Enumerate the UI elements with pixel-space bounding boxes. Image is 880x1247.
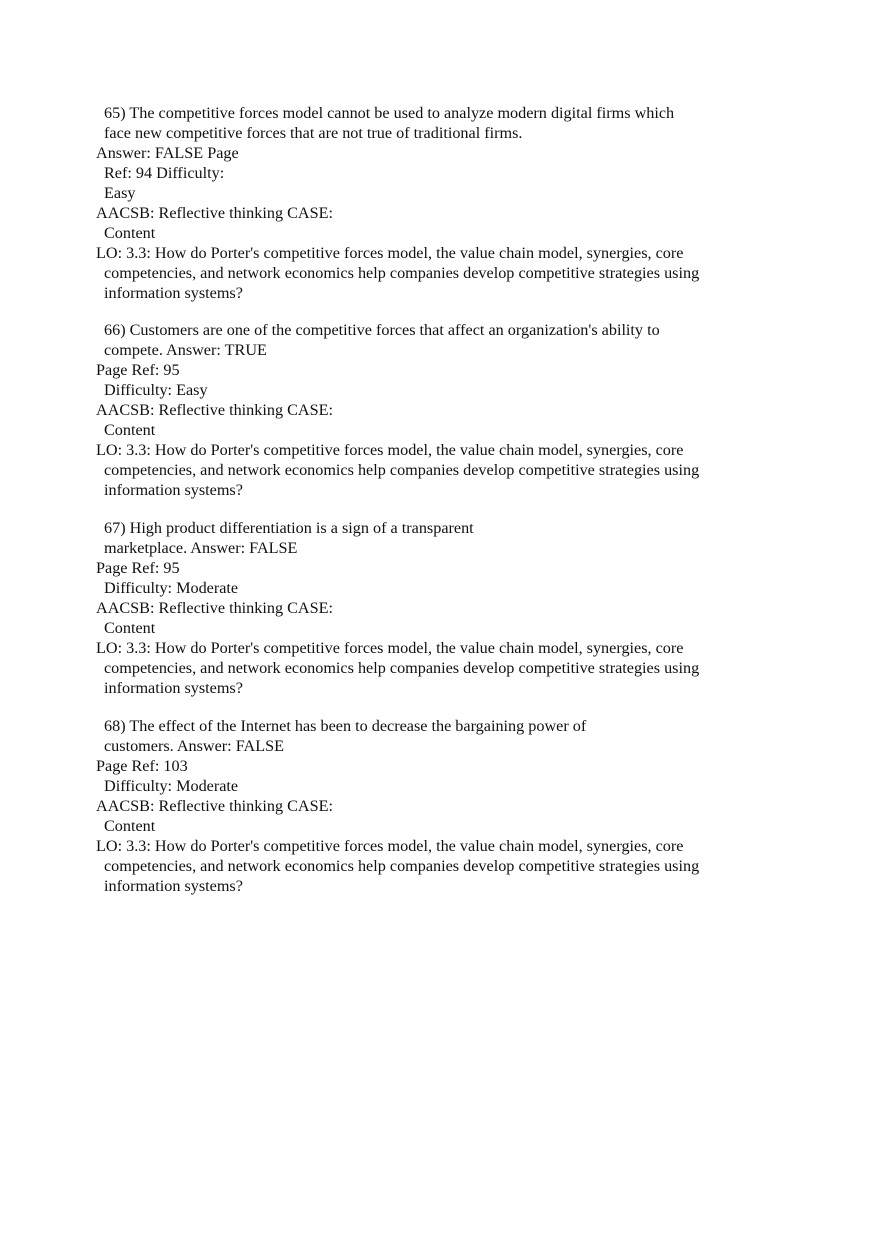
question-68-block xyxy=(96,716,756,896)
question-66-lo-end: information systems? xyxy=(104,481,243,499)
question-66-lo-cont: competencies, and network economics help companies develop competitive strategies using xyxy=(104,461,700,479)
question-68-lo-cont: competencies, and network economics help companies develop competitive strategies using xyxy=(104,857,700,875)
question-66-aacsb: AACSB: Reflective thinking CASE: xyxy=(96,401,333,419)
question-66-text: 66) Customers are one of the competitive forces that affect an organization's ability to xyxy=(104,321,660,339)
question-65-aacsb: AACSB: Reflective thinking CASE: xyxy=(96,204,333,222)
question-67-lo-cont: competencies, and network economics help companies develop competitive strategies using xyxy=(104,659,700,677)
question-65-text: 65) The competitive forces model cannot be used to analyze modern digital firms which xyxy=(104,104,675,122)
question-66-answer: compete. Answer: TRUE xyxy=(104,341,267,359)
question-67-text: 67) High product differentiation is a sign of a transparent xyxy=(104,519,474,537)
question-67-block xyxy=(96,518,756,698)
question-68-page-ref: Page Ref: 103 xyxy=(96,757,188,775)
question-65-case: Content xyxy=(104,224,156,242)
question-68-difficulty: Difficulty: Moderate xyxy=(104,777,239,795)
question-65-lo-end: information systems? xyxy=(104,284,243,302)
question-66-difficulty: Difficulty: Easy xyxy=(104,381,208,399)
question-65-difficulty: Easy xyxy=(104,184,136,202)
question-65-block xyxy=(96,103,756,303)
question-66-block xyxy=(96,320,756,500)
question-66-case: Content xyxy=(104,421,156,439)
question-68-lo: LO: 3.3: How do Porter's competitive forces model, the value chain model, synergies, core xyxy=(96,837,684,855)
question-68-answer: customers. Answer: FALSE xyxy=(104,737,284,755)
question-67-page-ref: Page Ref: 95 xyxy=(96,559,180,577)
question-65-lo: LO: 3.3: How do Porter's competitive forces model, the value chain model, synergies, core xyxy=(96,244,684,262)
question-66-page-ref: Page Ref: 95 xyxy=(96,361,180,379)
question-65-lo-cont: competencies, and network economics help companies develop competitive strategies using xyxy=(104,264,700,282)
question-65-page-ref: Ref: 94 Difficulty: xyxy=(104,164,225,182)
question-67-case: Content xyxy=(104,619,156,637)
question-68-text: 68) The effect of the Internet has been to decrease the bargaining power of xyxy=(104,717,587,735)
question-66-lo: LO: 3.3: How do Porter's competitive forces model, the value chain model, synergies, core xyxy=(96,441,684,459)
question-68-aacsb: AACSB: Reflective thinking CASE: xyxy=(96,797,333,815)
question-67-aacsb: AACSB: Reflective thinking CASE: xyxy=(96,599,333,617)
question-67-lo: LO: 3.3: How do Porter's competitive forces model, the value chain model, synergies, core xyxy=(96,639,684,657)
question-67-difficulty: Difficulty: Moderate xyxy=(104,579,239,597)
question-68-case: Content xyxy=(104,817,156,835)
question-65-text-cont: face new competitive forces that are not true of traditional firms. xyxy=(104,124,523,142)
question-67-answer: marketplace. Answer: FALSE xyxy=(104,539,298,557)
question-67-lo-end: information systems? xyxy=(104,679,243,697)
question-65-answer: Answer: FALSE Page xyxy=(96,144,239,162)
question-68-lo-end: information systems? xyxy=(104,877,243,895)
